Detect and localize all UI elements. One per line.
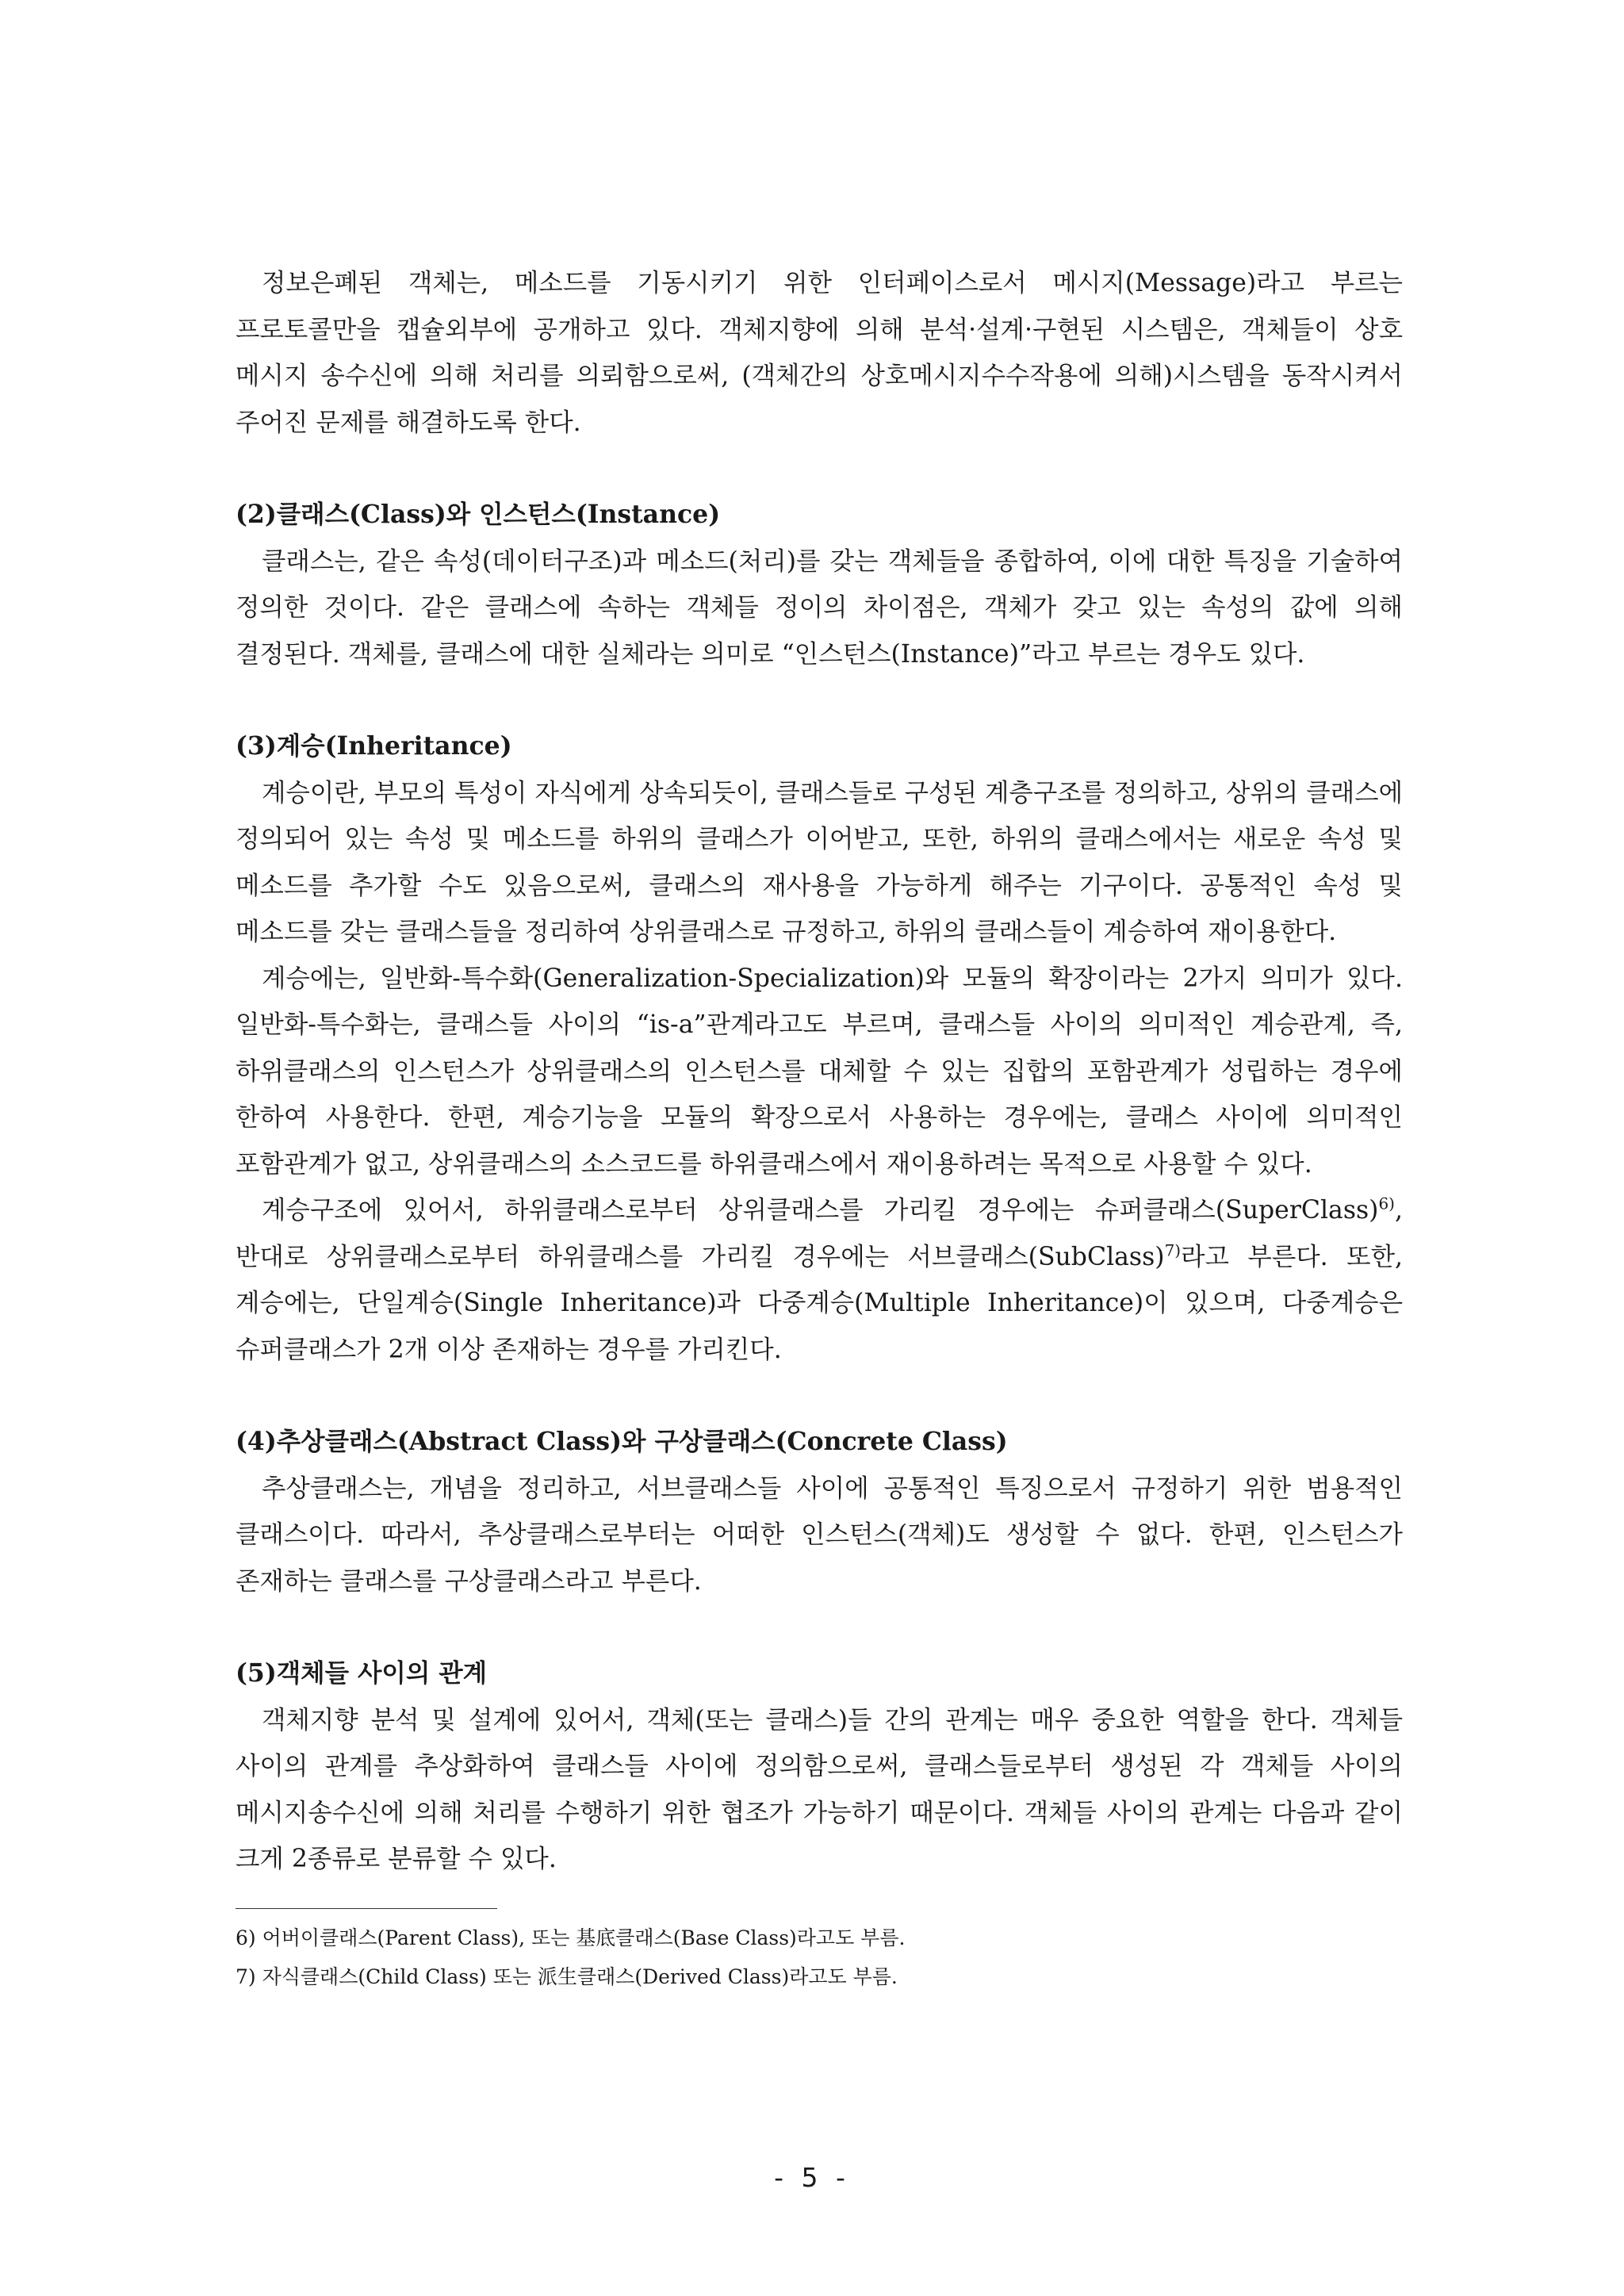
section-heading-class: (2)클래스(Class)와 인스턴스(Instance) [236,500,721,529]
section-heading-abstract: (4)추상클래스(Abstract Class)와 구상클래스(Concrete Class) [236,1427,1008,1456]
footnote-ref-6: 6) [1378,1194,1395,1213]
section-heading-inheritance: (3)계승(Inheritance) [236,731,512,761]
footnote-6: 6) 어버이클래스(Parent Class), 또는 基底클래스(Base Class)라고도 부름. [236,1926,906,1949]
intro-paragraph: 정보은폐된 객체는, 메소드를 기동시키기 위한 인터페이스로서 메시지(Message)라고 부르는 프로토콜만을 캡슐외부에 공개하고 있다. 객체지향에 의해 분석·설계·구현된 시스템은, 객체들이 상호 메시지 송수신에 의해 처리를 의뢰함으로써, (객체간의 상호메시지수수작용에 의해)시스템을 동작시켜서 주어진 문제를 해결하도록 한다. [236,269,1403,437]
inheritance-p3-text-b: , 반대로 상위클래스로부터 하위클래스를 가리킬 경우에는 서브클래스(SubClass) [236,1196,1403,1271]
relations-paragraph: 객체지향 분석 및 설계에 있어서, 객체(또는 클래스)들 간의 관계는 매우 중요한 역할을 한다. 객체들 사이의 관계를 추상화하여 클래스들 사이에 정의함으로써, 클래스들로부터 생성된 각 객체들 사이의 메시지송수신에 의해 처리를 수행하기 위한 협조가 가능하기 때문이다. 객체들 사이의 관계는 다음과 같이 크게 2종류로 분류할 수 있다. [236,1705,1403,1873]
footnote-divider [236,1908,497,1909]
class-paragraph: 클래스는, 같은 속성(데이터구조)과 메소드(처리)를 갖는 객체들을 종합하여, 이에 대한 특징을 기술하여 정의한 것이다. 같은 클래스에 속하는 객체들 정이의 차이점은, 객체가 갖고 있는 속성의 값에 의해 결정된다. 객체를, 클래스에 대한 실체라는 의미로 “인스턴스(Instance)”라고 부르는 경우도 있다. [236,546,1403,669]
page-number: - 5 - [774,2162,850,2193]
footnote-7: 7) 자식클래스(Child Class) 또는 派生클래스(Derived Class)라고도 부름. [236,1964,898,1988]
footnote-ref-7: 7) [1164,1240,1182,1259]
inheritance-p3-text-c: 라고 부른다. 또한, 계승에는, 단일계승(Single Inheritance)과 다중계승(Multiple Inheritance)이 있으며, 다중계승은 슈퍼클래스가 2개 이상 존재하는 경우를 가리킨다. [236,1242,1404,1364]
inheritance-p3-text-a: 계승구조에 있어서, 하위클래스로부터 상위클래스를 가리킬 경우에는 슈퍼클래스(SuperClass) [262,1196,1379,1225]
abstract-paragraph: 추상클래스는, 개념을 정리하고, 서브클래스들 사이에 공통적인 특징으로서 규정하기 위한 범용적인 클래스이다. 따라서, 추상클래스로부터는 어떠한 인스턴스(객체)도 생성할 수 없다. 한편, 인스턴스가 존재하는 클래스를 구상클래스라고 부른다. [236,1474,1403,1596]
inheritance-paragraph-2: 계승에는, 일반화-특수화(Generalization-Specialization)와 모듈의 확장이라는 2가지 의미가 있다. 일반화-특수화는, 클래스들 사이의 “is-a”관계라고도 부르며, 클래스들 사이의 의미적인 계승관계, 즉, 하위클래스의 인스턴스가 상위클래스의 인스턴스를 대체할 수 있는 집합의 포함관계가 성립하는 경우에 한하여 사용한다. 한편, 계승기능을 모듈의 확장으로서 사용하는 경우에는, 클래스 사이에 의미적인 포함관계가 없고, 상위클래스의 소스코드를 하위클래스에서 재이용하려는 목적으로 사용할 수 있다. [236,964,1403,1179]
inheritance-paragraph-1: 계승이란, 부모의 특성이 자식에게 상속되듯이, 클래스들로 구성된 계층구조를 정의하고, 상위의 클래스에 정의되어 있는 속성 및 메소드를 하위의 클래스가 이어받고, 또한, 하위의 클래스에서는 새로운 속성 및 메소드를 추가할 수도 있음으로써, 클래스의 재사용을 가능하게 해주는 기구이다. 공통적인 속성 및 메소드를 갖는 클래스들을 정리하여 상위클래스로 규정하고, 하위의 클래스들이 계승하여 재이용한다. [236,778,1403,946]
inheritance-paragraph-3 [236,1187,1403,1373]
page-body [236,260,1403,1996]
section-heading-relations: (5)객체들 사이의 관계 [236,1658,488,1688]
